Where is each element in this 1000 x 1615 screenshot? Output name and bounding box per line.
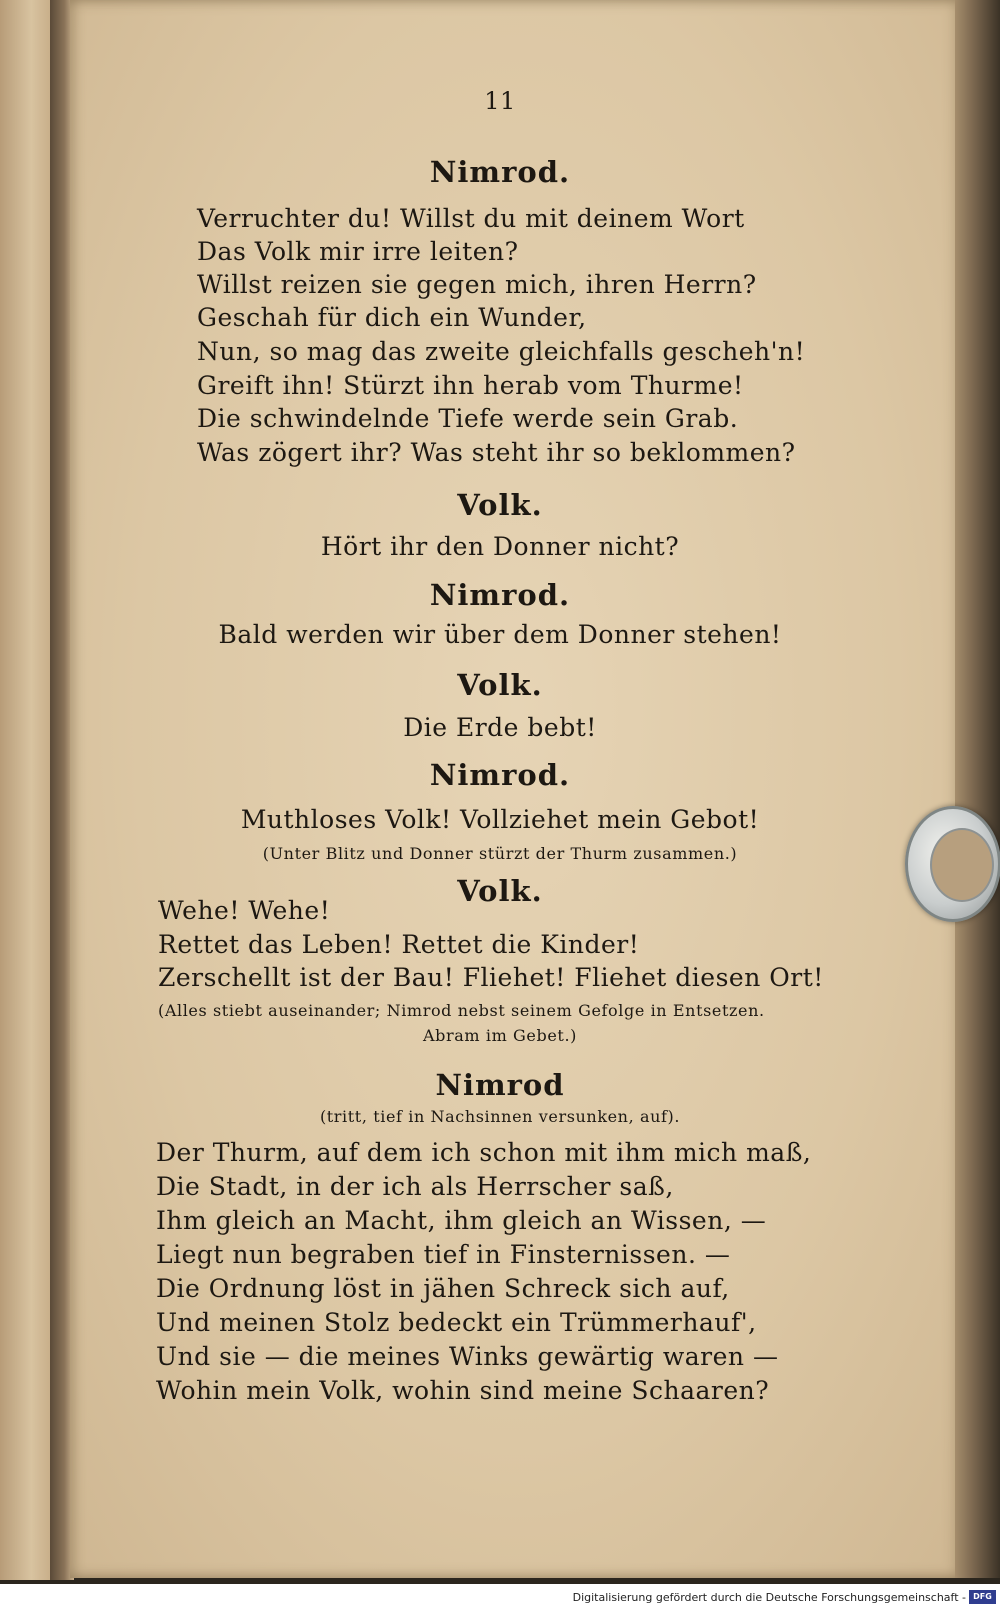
- verse-line: Verruchter du! Willst du mit deinem Wort: [197, 204, 745, 233]
- verse-line: Nun, so mag das zweite gleichfalls gescheh'n!: [197, 337, 806, 366]
- verse-line: Zerschellt ist der Bau! Fliehet! Fliehet diesen Ort!: [158, 963, 824, 992]
- verse-line: Und sie — die meines Winks gewärtig waren —: [156, 1342, 779, 1371]
- verse-line: Bald werden wir über dem Donner stehen!: [218, 620, 782, 649]
- digitization-footer: [0, 1584, 1000, 1615]
- stage-direction: Abram im Gebet.): [423, 1026, 577, 1045]
- funding-notice: Digitalisierung gefördert durch die Deutsche Forschungsgemeinschaft -: [572, 1591, 966, 1604]
- verse-line: Greift ihn! Stürzt ihn herab vom Thurme!: [197, 371, 744, 400]
- stage-direction: (Unter Blitz und Donner stürzt der Thurm zusammen.): [262, 844, 738, 863]
- verse-line: Der Thurm, auf dem ich schon mit ihm mich maß,: [156, 1138, 812, 1167]
- speaker-heading: Nimrod.: [429, 155, 571, 189]
- stage-direction: (tritt, tief in Nachsinnen versunken, auf).: [319, 1107, 681, 1126]
- verse-line: Die schwindelnde Tiefe werde sein Grab.: [197, 404, 739, 433]
- speaker-heading: Nimrod: [435, 1068, 565, 1102]
- verse-line: Willst reizen sie gegen mich, ihren Herrn?: [197, 270, 757, 299]
- verse-line: Die Stadt, in der ich als Herrscher saß,: [156, 1172, 674, 1201]
- verse-line: Liegt nun begraben tief in Finsternissen. —: [156, 1240, 731, 1269]
- speaker-heading: Nimrod.: [429, 758, 571, 792]
- verse-line: Rettet das Leben! Rettet die Kinder!: [158, 930, 640, 959]
- verse-line: Was zögert ihr? Was steht ihr so beklommen?: [197, 438, 796, 467]
- verse-line: Die Erde bebt!: [403, 713, 597, 742]
- speaker-heading: Volk.: [457, 874, 543, 908]
- verse-line: Wohin mein Volk, wohin sind meine Schaaren?: [156, 1376, 770, 1405]
- page-number: 11: [484, 87, 516, 115]
- verse-line: Hört ihr den Donner nicht?: [320, 532, 680, 561]
- verse-line: Ihm gleich an Macht, ihm gleich an Wissen, —: [156, 1206, 767, 1235]
- verse-line: Geschah für dich ein Wunder,: [197, 303, 587, 332]
- stage-direction: (Alles stiebt auseinander; Nimrod nebst seinem Gefolge in Entsetzen.: [158, 1001, 765, 1020]
- verse-line: Die Ordnung löst in jähen Schreck sich auf,: [156, 1274, 730, 1303]
- verse-line: Das Volk mir irre leiten?: [197, 237, 519, 266]
- speaker-heading: Volk.: [457, 668, 543, 702]
- verse-line: Und meinen Stolz bedeckt ein Trümmerhauf',: [156, 1308, 757, 1337]
- speaker-heading: Volk.: [457, 488, 543, 522]
- verse-line: Wehe! Wehe!: [158, 896, 331, 925]
- dfg-logo: DFG: [969, 1590, 996, 1604]
- speaker-heading: Nimrod.: [429, 578, 571, 612]
- verse-line: Muthloses Volk! Vollziehet mein Gebot!: [240, 805, 760, 834]
